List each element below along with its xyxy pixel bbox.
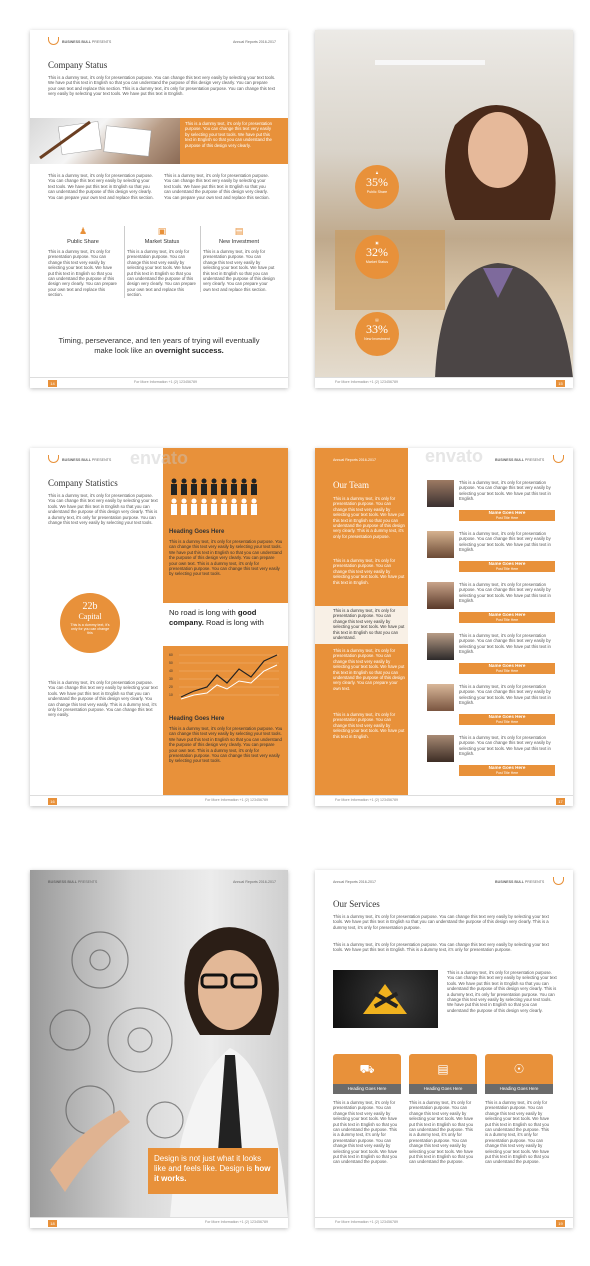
member-name-bar: Name Goes Here Post Title Here bbox=[459, 612, 555, 623]
team-text-1: This is a dummy text, it's only for presentation purpose. You can change this text very easily by selecting your text tools. We have put this text in English so that you can understand the purpose of this design very clearly. This is a dummy text, it's only for presentation purpose. bbox=[333, 496, 405, 539]
documents-illustration-icon bbox=[30, 118, 180, 164]
feature-label: New Investment bbox=[218, 239, 260, 245]
page-title: Company Status bbox=[48, 60, 108, 70]
page-number: 16 bbox=[48, 798, 57, 805]
feature-public-share bbox=[48, 226, 118, 298]
member-text: This is a dummy text, it's only for presentation purpose. You can change this text very easily by selecting your text tools. We have put this text in English. bbox=[459, 633, 551, 655]
team-text-3: This is a dummy text, it's only for presentation purpose. You can change this text very easily by selecting your text tools. We have put this text in English so that you can understand. bbox=[333, 608, 405, 641]
service-card bbox=[485, 1054, 553, 1165]
brand-header: BUSINESS BULL PRESENTS bbox=[495, 458, 545, 462]
avatar bbox=[427, 480, 454, 507]
brand-header: BUSINESS BULL PRESENTS bbox=[48, 880, 98, 884]
feature-text: This is a dummy text, it's only for presentation purpose. You can change this text very easily by selecting your text tools. We have put this text in English so that you can understand the purpose of this design very clearly. You can prepare your own text and replace this section. bbox=[203, 249, 275, 292]
team-text-2: This is a dummy text, it's only for presentation purpose. You can change this text very easily by selecting your text tools. We have put this text in English. bbox=[333, 558, 405, 585]
avatar bbox=[427, 684, 454, 711]
page-15 bbox=[315, 30, 573, 388]
avatar bbox=[427, 531, 454, 558]
lightbulb-icon: ☉ bbox=[485, 1054, 553, 1084]
avatar bbox=[427, 582, 454, 609]
intro-text: This is a dummy text, it's only for presentation purpose. You can change this text very easily by selecting your text tools. We have put this text in English so that you can understand the purpose of this design very clearly. You can prepare your own text and replace this section. This is a dummy text, it's only for presentation purpose. You can change this text very easily by selecting your text tools. We have put this text in English. bbox=[48, 75, 276, 97]
footer-info: For More Information +1 (2) 123456789 bbox=[335, 380, 399, 384]
team-text-5: This is a dummy text, it's only for presentation purpose. You can change this text very easily by selecting your text tools. We have put this text in English. bbox=[333, 712, 405, 739]
team-member bbox=[427, 735, 555, 777]
intro-text: This is a dummy text, it's only for presentation purpose. You can change this text very easily by selecting your text tools. We have put this text in English so that you can understand the purpose of this design very clearly. This is a dummy text, it's only for presentation purpose. You can change this text very easily by selecting your text tools. bbox=[48, 493, 158, 526]
watermark: envato bbox=[130, 448, 189, 468]
page-number: 18 bbox=[48, 1220, 57, 1227]
banner bbox=[30, 118, 288, 164]
service-text: This is a dummy text, it's only for presentation purpose. You can change this text very easily by selecting your text tools. We have put this text in English so that you can understand the purpose. This is a dummy text, it's only for presentation purpose. You can change this text very easily by selecting your text tools. We have put this text in English so that you can understand the purpose. bbox=[485, 1100, 550, 1165]
chart-icon: ▤ bbox=[375, 318, 379, 322]
brand-header: BUSINESS BULL PRESENTS bbox=[62, 458, 112, 462]
member-name-bar: Name Goes Here Post Title Here bbox=[459, 510, 555, 521]
chart-ticks: 60 50 40 30 20 10 bbox=[169, 653, 173, 697]
footer bbox=[315, 377, 573, 388]
avatar bbox=[427, 735, 454, 762]
footer bbox=[315, 795, 573, 806]
design-quote: Design is not just what it looks like and feels like. Design is how it works. bbox=[148, 1148, 278, 1194]
column-right-text: This is a dummy text, it's only for presentation purpose. You can change this text very easily by selecting your text tools. We have put this text in English so that you can understand the purpose of this design very clearly. You can prepare your own text and replace this section. bbox=[164, 173, 270, 200]
book-icon: ▤ bbox=[409, 1054, 477, 1084]
heading-one: Heading Goes Here bbox=[169, 529, 225, 535]
page-number: 17 bbox=[556, 798, 565, 805]
quote: No road is long with good company. Road is long with bbox=[169, 608, 264, 627]
member-name-bar: Name Goes Here Post Title Here bbox=[459, 765, 555, 776]
year-header: Annual Reports 2016-2017 bbox=[233, 40, 276, 44]
feature-text: This is a dummy text, it's only for presentation purpose. You can change this text very easily by selecting your text tools. We have put this text in English so that you can understand the purpose of this design very clearly. You can prepare your own text and replace this section. bbox=[127, 249, 196, 298]
feature-market-status bbox=[124, 226, 197, 298]
page-number: 15 bbox=[556, 380, 565, 387]
service-card bbox=[333, 1054, 401, 1165]
truck-icon: ⛟ bbox=[333, 1054, 401, 1084]
tools-photo bbox=[333, 970, 438, 1028]
capital-circle: 22b Capital This is a dummy text, it's only for you can change this bbox=[60, 593, 120, 653]
line-graph-icon bbox=[169, 653, 279, 703]
page-19 bbox=[315, 870, 573, 1228]
service-heading: Heading Goes Here bbox=[333, 1084, 401, 1094]
heading-two-text: This is a dummy text, it's only for presentation purpose. You can change this text very easily by selecting your text tools. We have put this text in English so that you can understand the purpose of this design very clearly. You can prepare your own text. This is a dummy text, it's only for presentation purpose. You can change this text very easily by selecting your text tools. bbox=[169, 726, 283, 764]
watermark: envato bbox=[425, 448, 484, 466]
heading-one-text: This is a dummy text, it's only for presentation purpose. You can change this text very easily by selecting your text tools. We have put this text in English so that you can understand the purpose of this design very clearly. You can prepare your own text. This is a dummy text, it's only for presentation purpose. You can change this text very easily by selecting your text tools. bbox=[169, 539, 283, 577]
footer bbox=[30, 377, 288, 388]
page-16 bbox=[30, 448, 288, 806]
services-intro-2: This is a dummy text, it's only for presentation purpose. You can change this text very easily by selecting your text tools. We have put this text in English. This is a dummy text, it's only for presentation purpose. bbox=[333, 942, 549, 953]
services-intro-1: This is a dummy text, it's only for presentation purpose. You can change this text very easily by selecting your text tools. We have put this text in English so that you can understand the purpose of this design very clearly. This is a dummy text, it's only for presentation purpose. bbox=[333, 914, 549, 930]
footer-info: For More Information +1 (2) 123456789 bbox=[205, 798, 269, 802]
services-side-text: This is a dummy text, it's only for presentation purpose. You can change this text very easily by selecting your text tools. We have put this text in English so that you can understand the purpose of this design very clearly. This is a dummy text, it's only for presentation purpose. You can change this text very easily by selecting your text tools. We have put this text in English so that you can understand the purpose of this design very clearly. bbox=[447, 970, 557, 1013]
member-name-bar: Name Goes Here Post Title Here bbox=[459, 561, 555, 572]
team-member bbox=[427, 531, 555, 573]
service-heading: Heading Goes Here bbox=[485, 1084, 553, 1094]
banner-text: This is a dummy text, it's only for presentation purpose. You can change this text very easily by selecting your text tools. We have put this text in English so that you can understand the purpose of this design very clearly. bbox=[185, 121, 273, 148]
page-17 bbox=[315, 448, 573, 806]
footer bbox=[30, 1217, 288, 1228]
bull-logo-icon bbox=[48, 37, 59, 45]
member-name-bar: Name Goes Here Post Title Here bbox=[459, 663, 555, 674]
quote: Timing, perseverance, and ten years of trying will eventually make look like an overnight success. bbox=[58, 336, 260, 355]
year-header: Annual Reports 2016-2017 bbox=[233, 880, 276, 884]
member-text: This is a dummy text, it's only for presentation purpose. You can change this text very easily by selecting your text tools. We have put this text in English. bbox=[459, 531, 551, 553]
footer bbox=[315, 1217, 573, 1228]
feature-label: Market Status bbox=[144, 239, 180, 245]
office-photo bbox=[315, 30, 573, 378]
team-member bbox=[427, 684, 555, 726]
page-14 bbox=[30, 30, 288, 388]
footer-info: For More Information +1 (2) 123456789 bbox=[335, 798, 399, 802]
member-text: This is a dummy text, it's only for presentation purpose. You can change this text very easily by selecting your text tools. We have put this text in English. bbox=[459, 684, 551, 706]
service-text: This is a dummy text, it's only for presentation purpose. You can change this text very easily by selecting your text tools. We have put this text in English so that you can understand the purpose. This is a dummy text, it's only for presentation purpose. You can change this text very easily by selecting your text tools. We have put this text in English so that you can understand the purpose. bbox=[409, 1100, 474, 1165]
member-text: This is a dummy text, it's only for presentation purpose. You can change this text very easily by selecting your text tools. We have put this text in English. bbox=[459, 480, 551, 502]
page-title: Our Services bbox=[333, 899, 380, 909]
people-infographic-icon bbox=[169, 478, 269, 518]
year-header: Annual Reports 2016-2017 bbox=[333, 880, 376, 884]
bull-logo-icon bbox=[48, 455, 59, 463]
brand-header: BUSINESS BULL PRESENTS bbox=[62, 40, 112, 44]
wrench-tools-icon bbox=[333, 970, 438, 1028]
page-title: Company Statistics bbox=[48, 478, 118, 488]
footer-info: For More Information +1 (2) 123456789 bbox=[134, 380, 198, 384]
member-text: This is a dummy text, it's only for presentation purpose. You can change this text very easily by selecting your text tools. We have put this text in English. bbox=[459, 735, 551, 757]
bull-logo-icon bbox=[553, 455, 564, 463]
page-title: Our Team bbox=[333, 480, 369, 490]
team-member bbox=[427, 582, 555, 624]
people-icon: ♟ bbox=[375, 171, 379, 175]
avatar bbox=[427, 633, 454, 660]
footer bbox=[30, 795, 288, 806]
service-heading: Heading Goes Here bbox=[409, 1084, 477, 1094]
page-18 bbox=[30, 870, 288, 1228]
feature-label: Public Share bbox=[67, 239, 99, 245]
body-text: This is a dummy text, it's only for presentation purpose. You can change this text very easily by selecting your text tools. We have put this text in English so that you can understand the purpose of this design very clearly. You can change this text very easily. This is a dummy text, it's only for presentation purpose. You can change this text very easily. bbox=[48, 680, 158, 718]
monitor-icon: ▣ bbox=[375, 241, 379, 245]
feature-text: This is a dummy text, it's only for presentation purpose. You can change this text very easily by selecting your text tools. We have put this text in English so that you can understand the purpose of this design very clearly. You can prepare your own text and replace this section. bbox=[48, 249, 117, 298]
heading-two: Heading Goes Here bbox=[169, 716, 225, 722]
chart-icon: ▤ bbox=[234, 226, 244, 236]
document-photo bbox=[30, 118, 180, 164]
monitor-icon: ▣ bbox=[157, 226, 167, 236]
page-number: 19 bbox=[556, 1220, 565, 1227]
brand-header: BUSINESS BULL PRESENTS bbox=[495, 880, 545, 884]
service-card bbox=[409, 1054, 477, 1165]
page-number: 14 bbox=[48, 380, 57, 387]
team-member bbox=[427, 633, 555, 675]
footer-info: For More Information +1 (2) 123456789 bbox=[335, 1220, 399, 1224]
woman-portrait-illustration-icon bbox=[315, 30, 573, 378]
year-header: Annual Reports 2016-2017 bbox=[333, 458, 376, 462]
stat-market-status: ▣ 32% Market Status bbox=[355, 235, 399, 279]
bull-logo-icon bbox=[553, 877, 564, 885]
people-icon: ♟ bbox=[78, 226, 88, 236]
team-text-4: This is a dummy text, it's only for presentation purpose. You can change this text very easily by selecting your text tools. We have put this text in English so that you can understand the purpose of this design very clearly. You can prepare your own text. bbox=[333, 648, 405, 691]
column-left-text: This is a dummy text, it's only for presentation purpose. You can change this text very easily by selecting your text tools. We have put this text in English so that you can understand the purpose of this design very clearly. You can prepare your own text and replace this section. bbox=[48, 173, 154, 200]
feature-new-investment bbox=[200, 226, 275, 292]
member-name-bar: Name Goes Here Post Title Here bbox=[459, 714, 555, 725]
orange-panel-top bbox=[163, 448, 288, 603]
service-text: This is a dummy text, it's only for presentation purpose. You can change this text very easily by selecting your text tools. We have put this text in English so that you can understand the purpose. This is a dummy text, it's only for presentation purpose. You can change this text very easily by selecting your text tools. We have put this text in English so that you can understand the purpose. bbox=[333, 1100, 398, 1165]
stat-public-share: ♟ 35% Public Share bbox=[355, 165, 399, 209]
team-member bbox=[427, 480, 555, 522]
footer-info: For More Information +1 (2) 123456789 bbox=[205, 1220, 269, 1224]
stat-new-investment: ▤ 33% New Investment bbox=[355, 312, 399, 356]
member-text: This is a dummy text, it's only for presentation purpose. You can change this text very easily by selecting your text tools. We have put this text in English. bbox=[459, 582, 551, 604]
